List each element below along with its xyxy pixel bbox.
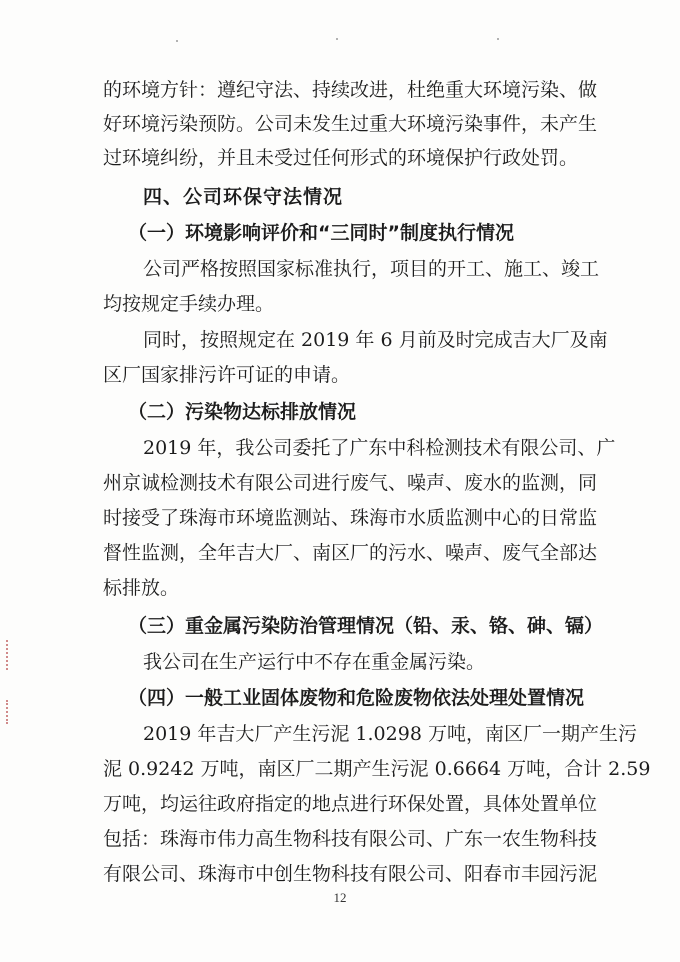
paragraph-line: 2019 年，我公司委托了广东中科检测技术有限公司、广 (143, 437, 616, 459)
paragraph-line: 万吨，均运往政府指定的地点进行环保处置，具体处置单位 (103, 793, 598, 815)
page-number: 12 (333, 890, 347, 905)
paragraph-line: 州京诚检测技术有限公司进行废气、噪声、废水的监测，同 (103, 472, 598, 494)
paragraph-line: 包括：珠海市伟力高生物科技有限公司、广东一农生物科技 (103, 828, 598, 850)
paragraph-line: 时接受了珠海市环境监测站、珠海市水质监测中心的日常监 (103, 507, 598, 529)
paragraph-line: 区厂国家排污许可证的申请。 (103, 364, 351, 386)
paragraph-line: 公司严格按照国家标准执行，项目的开工、施工、竣工 (143, 258, 600, 280)
scan-artifact (336, 38, 338, 40)
scan-artifact (497, 38, 499, 40)
paragraph-line: 同时，按照规定在 2019 年 6 月前及时完成吉大厂及南 (143, 329, 608, 351)
section-heading: 四、公司环保守法情况 (143, 186, 344, 208)
paragraph-line: 均按规定手续办理。 (103, 293, 275, 315)
paragraph-line: 标排放。 (103, 577, 180, 599)
seal-edge-mark (6, 640, 16, 670)
paragraph-line: 2019 年吉大厂产生污泥 1.0298 万吨，南区厂一期产生污 (143, 723, 637, 745)
paragraph-line: 过环境纠纷，并且未受过任何形式的环境保护行政处罚。 (103, 147, 579, 169)
scan-artifact (176, 40, 178, 42)
subsection-heading: （一）环境影响评价和“三同时”制度执行情况 (128, 222, 514, 244)
paragraph-line: 有限公司、珠海市中创生物科技有限公司、阳春市丰园污泥 (103, 863, 598, 885)
paragraph-line: 我公司在生产运行中不存在重金属污染。 (143, 651, 486, 673)
paragraph-line: 好环境污染预防。公司未发生过重大环境污染事件，未产生 (103, 113, 598, 135)
paragraph-line: 督性监测，全年吉大厂、南区厂的污水、噪声、废气全部达 (103, 542, 598, 564)
subsection-heading: （四）一般工业固体废物和危险废物依法处理处置情况 (128, 687, 585, 709)
subsection-heading: （二）污染物达标排放情况 (128, 401, 357, 423)
seal-edge-mark (6, 700, 16, 724)
paragraph-line: 泥 0.9242 万吨，南区厂二期产生污泥 0.6664 万吨，合计 2.59 (103, 758, 651, 780)
subsection-heading: （三）重金属污染防治管理情况（铅、汞、铬、砷、镉） (128, 615, 604, 637)
paragraph-line: 的环境方针：遵纪守法、持续改进，杜绝重大环境污染、做 (103, 79, 598, 101)
